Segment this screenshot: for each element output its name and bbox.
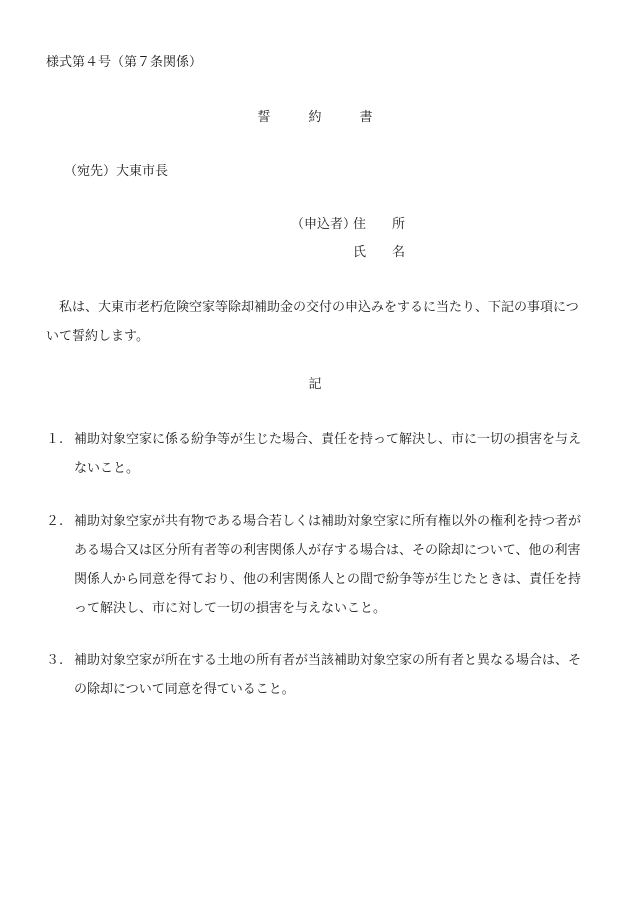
name-label: 氏名 [353, 245, 432, 260]
address-label: 住所 [353, 217, 432, 232]
form-number: 様式第４号（第７条関係） [46, 55, 203, 70]
item-number: ２. [46, 514, 64, 529]
pledge-body: 私は、大東市老朽危険空家等除却補助金の交付の申込みをするに当たり、下記の事項について誓約します。 [46, 300, 579, 344]
document-title: 誓約書 [257, 110, 411, 125]
addressee: （宛先）大東市長 [64, 164, 169, 179]
pledge-item [46, 425, 586, 483]
item-text: 補助対象空家が所在する土地の所有者が当該補助対象空家の所有者と異なる場合は、その除却について同意を得ていること。 [74, 653, 582, 697]
pledge-item [46, 507, 586, 623]
item-text: 補助対象空家が共有物である場合若しくは補助対象空家に所有権以外の権利を持つ者がある場合又は区分所有者等の利害関係人が存する場合は、その除却について、他の利害関係人から同意を得ており、他の利害関係人との間で紛争等が生じたときは、責任を持って解決し、市に対して一切の損害を与えないこと。 [74, 514, 582, 616]
applicant-label: （申込者） [291, 217, 357, 232]
ki-heading: 記 [308, 377, 322, 392]
pledge-item [46, 646, 586, 704]
item-number: １. [46, 432, 64, 447]
item-number: ３. [46, 653, 64, 668]
item-text: 補助対象空家に係る紛争等が生じた場合、責任を持って解決し、市に一切の損害を与えないこと。 [74, 432, 582, 476]
